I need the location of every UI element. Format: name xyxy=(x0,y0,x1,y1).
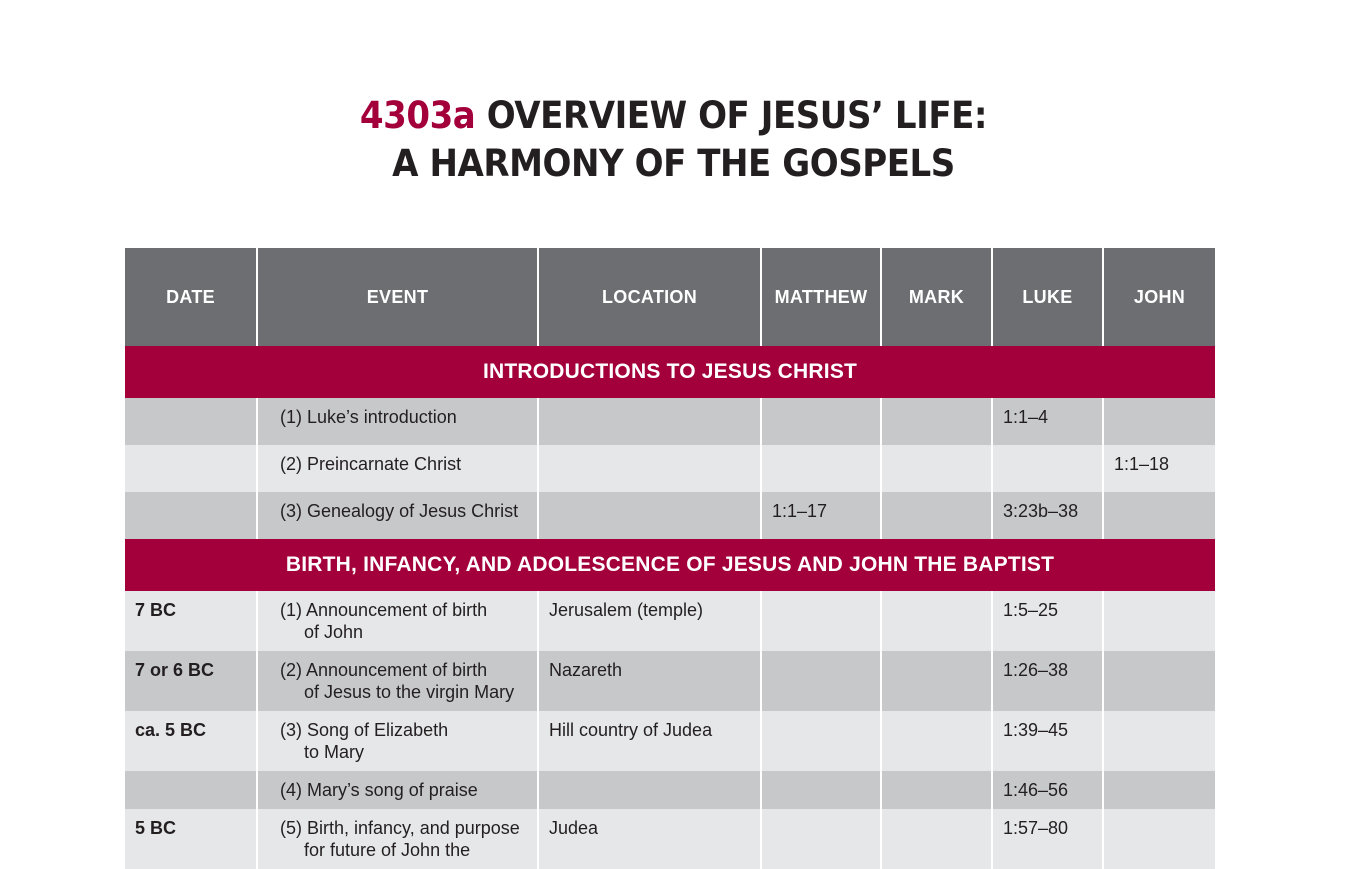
cell-event xyxy=(257,771,538,809)
cell-luke: 1:39–45 xyxy=(992,711,1103,771)
cell-date xyxy=(125,492,257,539)
cell-date xyxy=(125,398,257,445)
column-header-mark: MARK xyxy=(881,248,992,346)
section-header-row xyxy=(125,539,1215,591)
title-text-1: OVERVIEW OF JESUS’ LIFE: xyxy=(486,94,988,137)
section-heading: INTRODUCTIONS TO JESUS CHRIST xyxy=(125,346,1215,398)
cell-matthew xyxy=(761,445,881,492)
page-title xyxy=(0,92,1347,188)
event-text-continued: for future of John the xyxy=(304,840,471,860)
cell-date: 5 BC xyxy=(125,809,257,869)
cell-date: 7 BC xyxy=(125,591,257,651)
column-header-date: DATE xyxy=(125,248,257,346)
cell-john xyxy=(1103,651,1215,711)
event-text: (1) Luke’s introduction xyxy=(280,407,457,427)
cell-john xyxy=(1103,771,1215,809)
cell-john xyxy=(1103,809,1215,869)
cell-event xyxy=(257,398,538,445)
cell-date xyxy=(125,771,257,809)
title-code: 4303a xyxy=(359,94,476,137)
cell-luke: 1:46–56 xyxy=(992,771,1103,809)
cell-luke: 1:5–25 xyxy=(992,591,1103,651)
cell-matthew xyxy=(761,771,881,809)
cell-luke: 1:57–80 xyxy=(992,809,1103,869)
cell-mark xyxy=(881,591,992,651)
section-header-row xyxy=(125,346,1215,398)
cell-matthew: 1:1–17 xyxy=(761,492,881,539)
cell-location: Judea xyxy=(538,809,761,869)
cell-location: Nazareth xyxy=(538,651,761,711)
cell-matthew xyxy=(761,711,881,771)
title-line-1 xyxy=(54,92,1293,140)
cell-location xyxy=(538,771,761,809)
cell-mark xyxy=(881,711,992,771)
event-text: (2) Preincarnate Christ xyxy=(280,454,462,474)
table-row xyxy=(125,492,1215,539)
cell-event xyxy=(257,809,538,869)
cell-mark xyxy=(881,398,992,445)
cell-matthew xyxy=(761,398,881,445)
cell-luke xyxy=(992,445,1103,492)
cell-mark xyxy=(881,809,992,869)
event-text: (3) Genealogy of Jesus Christ xyxy=(280,501,519,521)
cell-location: Jerusalem (temple) xyxy=(538,591,761,651)
cell-location xyxy=(538,445,761,492)
event-text-continued: to Mary xyxy=(304,742,365,762)
cell-mark xyxy=(881,771,992,809)
table-row xyxy=(125,591,1215,651)
event-text-continued: of John xyxy=(304,622,364,642)
cell-matthew xyxy=(761,809,881,869)
table-row xyxy=(125,445,1215,492)
cell-location xyxy=(538,398,761,445)
column-header-luke: LUKE xyxy=(992,248,1103,346)
column-header-location: LOCATION xyxy=(538,248,761,346)
title-line-2: A HARMONY OF THE GOSPELS xyxy=(392,142,955,185)
cell-mark xyxy=(881,651,992,711)
cell-luke: 3:23b–38 xyxy=(992,492,1103,539)
event-text: (4) Mary’s song of praise xyxy=(280,780,478,800)
table-row xyxy=(125,771,1215,809)
column-header-event: EVENT xyxy=(257,248,538,346)
event-text-continued: of Jesus to the virgin Mary xyxy=(304,682,515,702)
event-text: (3) Song of Elizabeth xyxy=(280,720,449,740)
cell-event xyxy=(257,651,538,711)
table-row xyxy=(125,711,1215,771)
cell-john: 1:1–18 xyxy=(1103,445,1215,492)
cell-luke: 1:1–4 xyxy=(992,398,1103,445)
cell-date xyxy=(125,445,257,492)
cell-event xyxy=(257,445,538,492)
cell-matthew xyxy=(761,591,881,651)
event-text: (2) Announcement of birth xyxy=(280,660,488,680)
column-header-matthew: MATTHEW xyxy=(761,248,881,346)
cell-luke: 1:26–38 xyxy=(992,651,1103,711)
cell-john xyxy=(1103,591,1215,651)
cell-john xyxy=(1103,711,1215,771)
section-heading: BIRTH, INFANCY, AND ADOLESCENCE OF JESUS AND JOHN THE BAPTIST xyxy=(125,539,1215,591)
cell-date: ca. 5 BC xyxy=(125,711,257,771)
column-header-john: JOHN xyxy=(1103,248,1215,346)
cell-matthew xyxy=(761,651,881,711)
event-text: (5) Birth, infancy, and purpose xyxy=(280,818,520,838)
cell-john xyxy=(1103,492,1215,539)
harmony-table xyxy=(125,248,1215,869)
cell-mark xyxy=(881,445,992,492)
table-row xyxy=(125,398,1215,445)
cell-john xyxy=(1103,398,1215,445)
cell-event xyxy=(257,492,538,539)
cell-event xyxy=(257,711,538,771)
cell-event xyxy=(257,591,538,651)
cell-location xyxy=(538,492,761,539)
table-row xyxy=(125,651,1215,711)
cell-date: 7 or 6 BC xyxy=(125,651,257,711)
table-row xyxy=(125,809,1215,869)
cell-mark xyxy=(881,492,992,539)
event-text: (1) Announcement of birth xyxy=(280,600,488,620)
cell-location: Hill country of Judea xyxy=(538,711,761,771)
table-header-row xyxy=(125,248,1215,346)
